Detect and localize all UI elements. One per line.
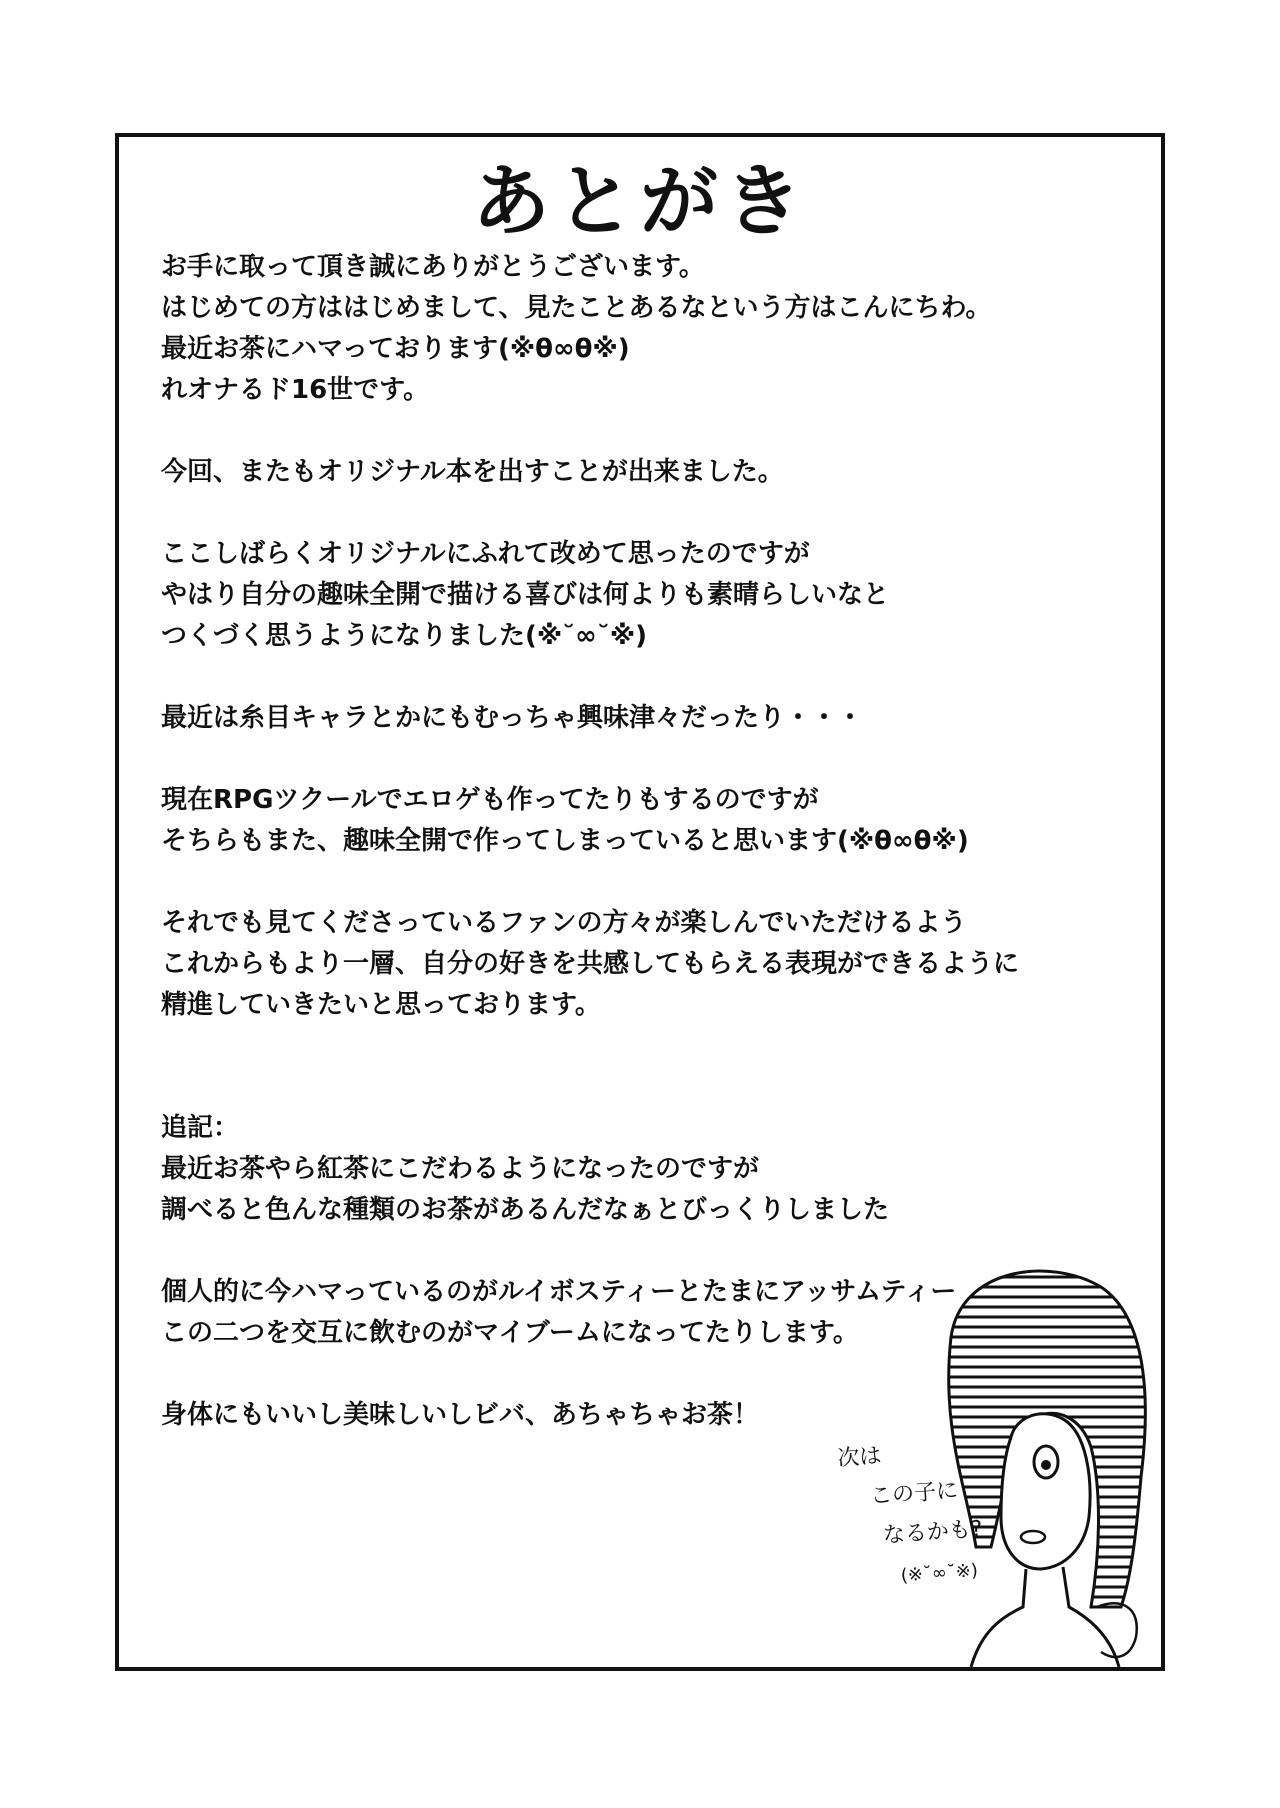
mouth (1021, 1531, 1045, 1543)
text-line: 今回、またもオリジナル本を出すことが出来ました。 (161, 457, 784, 487)
text-line: はじめての方ははじめまして、見たことあるなという方はこんにちわ。 (161, 293, 992, 323)
note-line: なるかも? (882, 1516, 984, 1549)
face (1001, 1414, 1090, 1569)
postscript-label: 追記： (161, 1113, 240, 1143)
text-line: つくづく思うようになりました(※˘∞˘※) (161, 621, 647, 651)
note-line: (※˘∞˘※) (900, 1560, 979, 1587)
text-line: 最近お茶にハマっております(※θ∞θ※) (161, 334, 630, 364)
text-line: お手に取って頂き誠にありがとうございます。 (161, 252, 705, 282)
text-line: 調べると色んな種類のお茶があるんだなぁとびっくりしました (161, 1195, 890, 1225)
page-title: あとがき (471, 157, 808, 247)
text-line: 精進していきたいと思っております。 (161, 990, 601, 1020)
text-line: やはり自分の趣味全開で描ける喜びは何よりも素晴らしいなと (161, 580, 890, 610)
text-line: この二つを交互に飲むのがマイブームになってたりします。 (161, 1318, 859, 1348)
text-line: 最近は糸目キャラとかにもむっちゃ興味津々だったり・・・ (161, 703, 864, 733)
note-line: 次は (836, 1443, 883, 1472)
character-illustration (801, 1247, 1161, 1667)
text-line: ここしばらくオリジナルにふれて改めて思ったのですが (161, 539, 810, 569)
text-line: これからもより一層、自分の好きを共感してもらえる表現ができるように (161, 949, 1020, 979)
note-line: この子に (869, 1478, 959, 1510)
text-line: 個人的に今ハマっているのがルイボスティーとたまにアッサムティー (161, 1277, 957, 1307)
text-line: そちらもまた、趣味全開で作ってしまっていると思います(※θ∞θ※) (161, 826, 969, 856)
text-line: それでも見てくださっているファンの方々が楽しんでいただけるよう (161, 908, 967, 938)
text-line: れオナるド16世です。 (161, 375, 430, 405)
text-line: 身体にもいいし美味しいしビバ、あちゃちゃお茶！ (161, 1400, 760, 1430)
text-line: 現在RPGツクールでエロゲも作ってたりもするのですが (161, 785, 819, 815)
text-line: 最近お茶やら紅茶にこだわるようになったのですが (161, 1154, 760, 1184)
page-frame (115, 133, 1165, 1671)
